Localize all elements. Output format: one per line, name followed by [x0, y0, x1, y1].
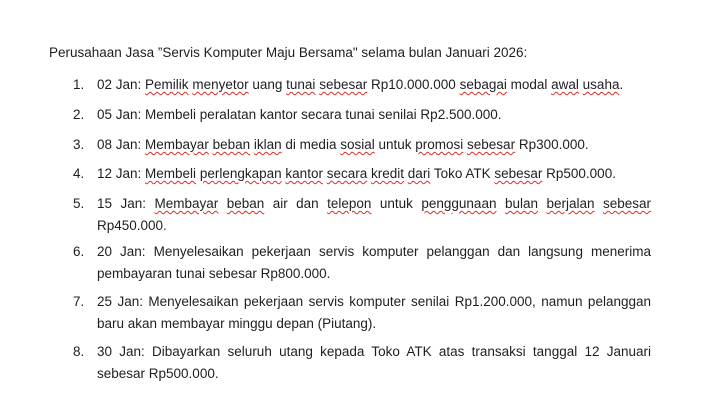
text-run: Rp450.000.: [97, 218, 167, 233]
item-text: [97, 291, 651, 335]
spellcheck-word: sebesar: [319, 77, 368, 92]
item-text: [97, 163, 651, 185]
text-run: [218, 196, 226, 211]
text-run: 08 Jan:: [97, 137, 146, 152]
spellcheck-word: secara: [326, 166, 368, 181]
item-number: 4.: [73, 166, 85, 181]
item-number: 6.: [73, 244, 85, 259]
text-run: modal: [506, 77, 552, 92]
text-run: untuk: [371, 196, 422, 211]
text-run: 02 Jan:: [97, 77, 146, 92]
spellcheck-word: beban: [226, 196, 265, 211]
spellcheck-word: beban: [212, 137, 251, 152]
item-text: [97, 74, 651, 96]
text-run: [496, 196, 504, 211]
spellcheck-word: promosi: [415, 137, 464, 152]
item-number: 5.: [73, 196, 85, 211]
text-run: di media: [281, 137, 341, 152]
spellcheck-word: sebesar: [467, 137, 516, 152]
item-number: 8.: [73, 344, 85, 359]
spellcheck-word: awal: [551, 77, 579, 92]
spellcheck-word: iklan: [253, 137, 282, 152]
text-run: uang: [248, 77, 287, 92]
spellcheck-word: sebesar: [494, 166, 543, 181]
spellcheck-word: perlengkapan: [199, 166, 282, 181]
spellcheck-word: tunai: [286, 77, 316, 92]
text-run: Rp500.000.: [542, 166, 616, 181]
spellcheck-word: berjalan: [546, 196, 595, 211]
item-text: [97, 193, 651, 237]
spellcheck-word: Membeli: [145, 166, 197, 181]
text-run: 20 Jan: Menyelesaikan pekerjaan servis komputer pelanggan dan langsung menerima pembayaran tunai sebesar Rp800.000.: [97, 244, 651, 281]
text-run: [595, 196, 603, 211]
item-number: 3.: [73, 137, 85, 152]
spellcheck-word: sosial: [340, 137, 375, 152]
text-run: untuk: [374, 137, 416, 152]
spellcheck-word: sebesar: [602, 196, 651, 211]
text-run: 30 Jan: Dibayarkan seluruh utang kepada Toko ATK atas transaksi tanggal 12 Januari sebesar Rp500.000.: [97, 344, 651, 381]
text-run: Rp300.000.: [515, 137, 589, 152]
text-run: 15 Jan:: [97, 196, 155, 211]
item-number: 2.: [73, 107, 85, 122]
item-text: [97, 241, 651, 285]
spellcheck-word: Pemilik: [145, 77, 189, 92]
text-run: air dan: [264, 196, 328, 211]
text-run: 12 Jan:: [97, 166, 146, 181]
spellcheck-word: bulan: [504, 196, 538, 211]
spellcheck-word: kredit: [371, 166, 405, 181]
spellcheck-word: penggunaan: [421, 196, 497, 211]
spellcheck-word: Membayar: [154, 196, 219, 211]
text-run: 25 Jan: Menyelesaikan pekerjaan servis komputer senilai Rp1.200.000, namun pelanggan baru akan membayar minggu depan (Piutang).: [97, 294, 651, 331]
text-run: Toko ATK: [430, 166, 495, 181]
spellcheck-word: telepon: [327, 196, 372, 211]
item-text: [97, 104, 651, 126]
item-number: 7.: [73, 294, 85, 309]
item-number: 1.: [73, 77, 85, 92]
spellcheck-word: sebagai: [459, 77, 507, 92]
spellcheck-word: usaha: [582, 77, 620, 92]
text-run: Rp10.000.000: [367, 77, 460, 92]
spellcheck-word: kantor: [285, 166, 323, 181]
spellcheck-word: Membayar: [145, 137, 209, 152]
text-run: 05 Jan: Membeli peralatan kantor secara tunai senilai Rp2.500.000.: [97, 107, 502, 122]
item-text: [97, 341, 651, 385]
text-run: .: [619, 77, 624, 92]
spellcheck-word: menyetor: [192, 77, 249, 92]
spellcheck-word: dari: [407, 166, 431, 181]
intro-paragraph: Perusahaan Jasa ”Servis Komputer Maju Bersama" selama bulan Januari 2026:: [49, 45, 528, 60]
item-text: [97, 134, 651, 156]
